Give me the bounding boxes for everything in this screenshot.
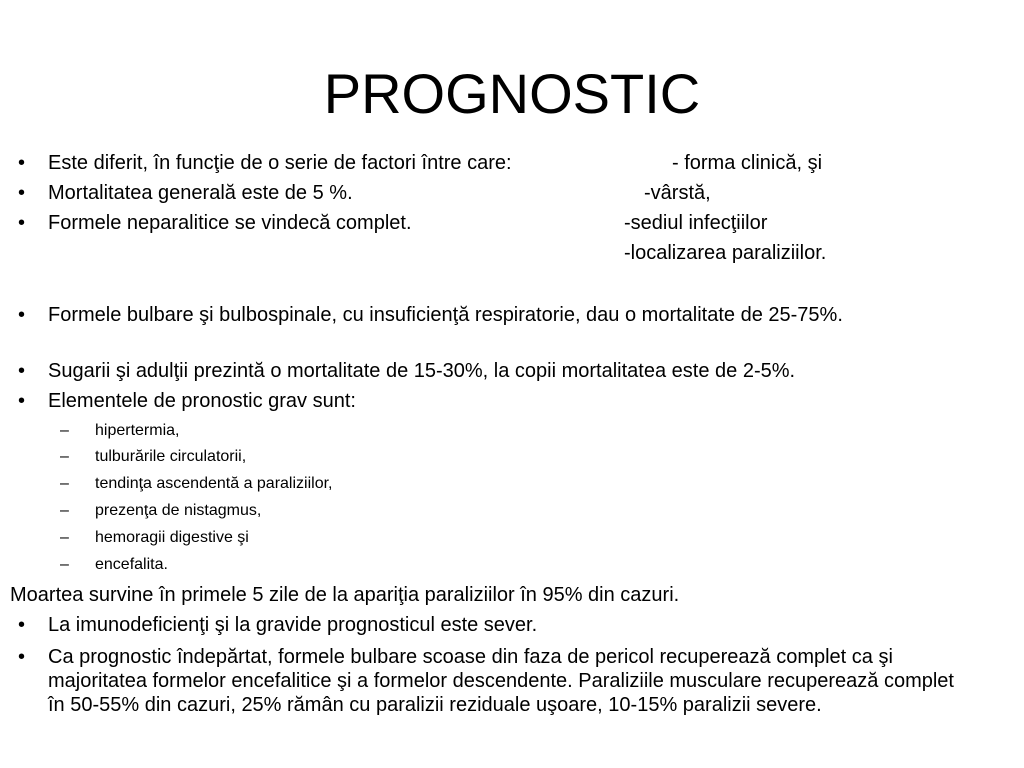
- middle-item-2: Sugarii şi adulţii prezintă o mortalitate de 15-30%, la copii mortalitatea este de 2-5%.: [48, 360, 796, 382]
- sub-item-5: hemoragii digestive şi: [95, 529, 249, 546]
- bullet-icon: •: [18, 152, 26, 174]
- bullet-icon: •: [18, 360, 26, 382]
- dash-icon: –: [60, 556, 69, 573]
- sub-item-1: hipertermia,: [95, 422, 180, 439]
- dash-icon: –: [60, 529, 69, 546]
- top-item-1: Este diferit, în funcţie de o serie de factori între care:: [48, 152, 512, 174]
- sub-item-3: tendinţa ascendentă a paraliziilor,: [95, 475, 333, 492]
- top-item-2: Mortalitatea generală este de 5 %.: [48, 182, 353, 204]
- sub-item-2: tulburările circulatorii,: [95, 448, 247, 465]
- dash-icon: –: [60, 448, 69, 465]
- slide-title: PROGNOSTIC: [323, 62, 701, 125]
- dash-icon: –: [60, 422, 69, 439]
- bullet-icon: •: [18, 646, 26, 668]
- factor-3: -sediul infecţiilor: [624, 212, 768, 234]
- factor-4: -localizarea paraliziilor.: [624, 242, 827, 264]
- factor-2: -vârstă,: [644, 182, 711, 204]
- dash-icon: –: [60, 502, 69, 519]
- bullet-icon: •: [18, 614, 26, 636]
- death-note: Moartea survine în primele 5 zile de la apariţia paraliziilor în 95% din cazuri.: [10, 584, 680, 606]
- bullet-icon: •: [18, 212, 26, 234]
- factor-1: - forma clinică, şi: [672, 152, 823, 174]
- sub-item-6: encefalita.: [95, 556, 168, 573]
- top-item-3: Formele neparalitice se vindecă complet.: [48, 212, 412, 234]
- middle-item-1: Formele bulbare şi bulbospinale, cu insuficienţă respiratorie, dau o mortalitate de 25-75%.: [48, 304, 843, 326]
- bottom-item-2: Ca prognostic îndepărtat, formele bulbare scoase din faza de pericol recuperează complet ca şi majoritatea formelor encefalitice şi a formelor descendente. Paraliziile musculare recuperează complet în 50-55% din cazuri, 25% rămân cu paralizii reziduale uşoare, 10-15% paralizii severe.: [48, 646, 954, 716]
- middle-item-3: Elementele de pronostic grav sunt:: [48, 390, 356, 412]
- bullet-icon: •: [18, 390, 26, 412]
- bullet-icon: •: [18, 182, 26, 204]
- dash-icon: –: [60, 475, 69, 492]
- bullet-icon: •: [18, 304, 26, 326]
- bottom-item-1: La imunodeficienţi şi la gravide prognosticul este sever.: [48, 614, 538, 636]
- sub-item-4: prezenţa de nistagmus,: [95, 502, 262, 519]
